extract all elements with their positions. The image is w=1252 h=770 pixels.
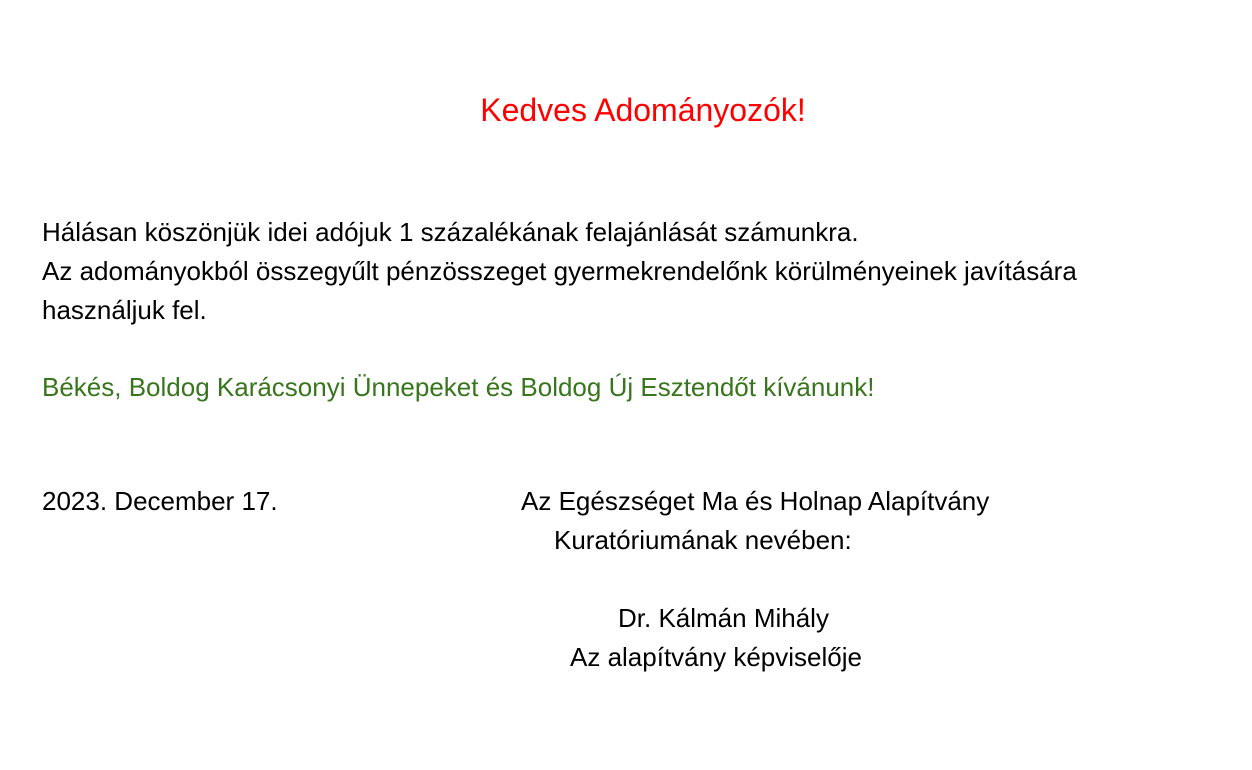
letter-date: 2023. December 17. [42, 486, 278, 516]
signature-org-line-2: Kuratóriumának nevében: [554, 525, 852, 555]
letter-body [42, 213, 1232, 330]
holiday-greeting: Békés, Boldog Karácsonyi Ünnepeket és Boldog Új Esztendőt kívánunk! [42, 372, 875, 402]
signature-org-line-1: Az Egészséget Ma és Holnap Alapítvány [521, 486, 990, 516]
body-line-3: használjuk fel. [42, 295, 207, 325]
body-line-2: Az adományokból összegyűlt pénzösszeget gyermekrendelőnk körülményeinek javítására [42, 256, 1077, 286]
signature-name: Dr. Kálmán Mihály [618, 603, 829, 633]
body-line-1: Hálásan köszönjük idei adójuk 1 százalékának felajánlását számunkra. [42, 217, 859, 247]
signature-role: Az alapítvány képviselője [570, 642, 862, 672]
letter-title: Kedves Adományozók! [480, 92, 806, 128]
